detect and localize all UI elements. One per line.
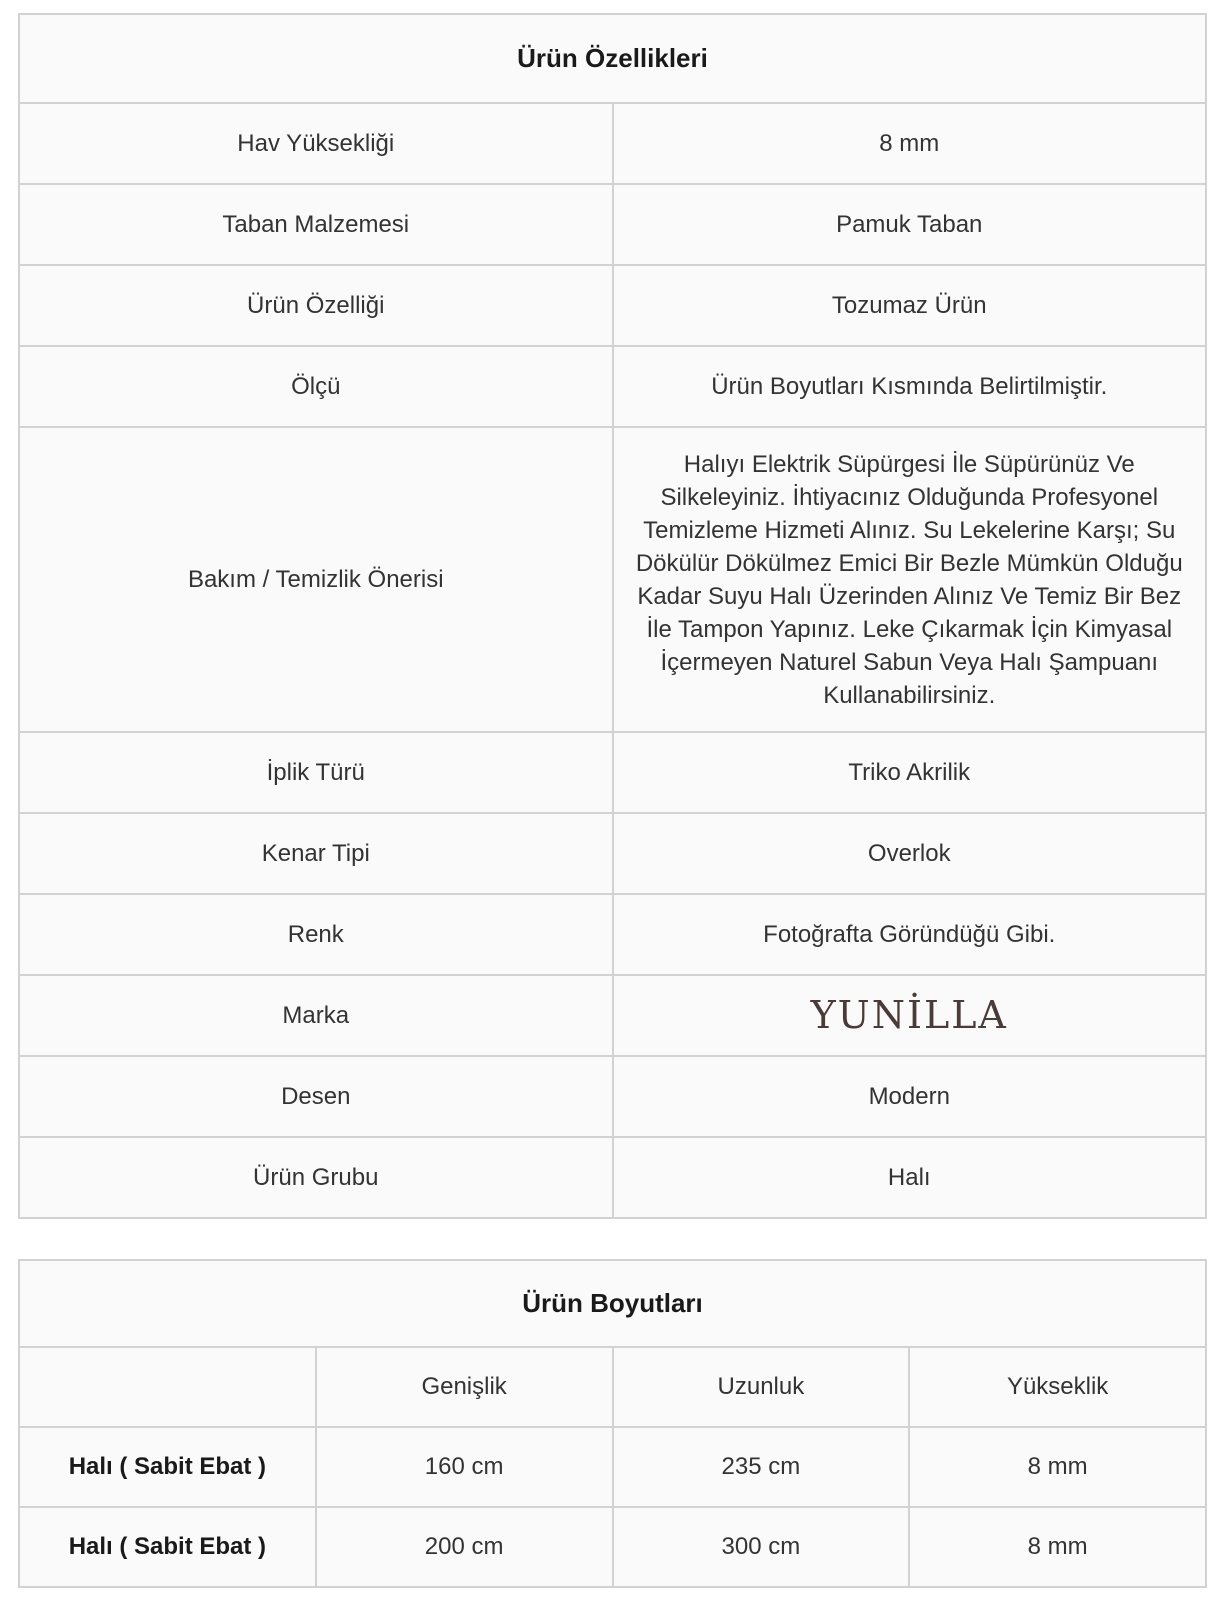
feature-value: Halı: [613, 1137, 1207, 1218]
brand-value: [613, 975, 1207, 1056]
features-title: Ürün Özellikleri: [19, 14, 1206, 103]
table-row: [19, 1137, 1206, 1218]
table-row: [19, 813, 1206, 894]
feature-label: Ölçü: [19, 346, 613, 427]
column-header-width: Genişlik: [316, 1347, 613, 1427]
feature-value: Overlok: [613, 813, 1207, 894]
feature-label: Desen: [19, 1056, 613, 1137]
feature-label: Renk: [19, 894, 613, 975]
product-sizes-table: [18, 1259, 1207, 1588]
feature-value: Pamuk Taban: [613, 184, 1207, 265]
table-row: [19, 346, 1206, 427]
feature-label: Kenar Tipi: [19, 813, 613, 894]
size-height: 8 mm: [909, 1507, 1206, 1587]
product-features-table: [18, 13, 1207, 1219]
sizes-header-row: [19, 1347, 1206, 1427]
feature-value: Ürün Boyutları Kısmında Belirtilmiştir.: [613, 346, 1207, 427]
column-header-length: Uzunluk: [613, 1347, 910, 1427]
size-row-label: Halı ( Sabit Ebat ): [19, 1427, 316, 1507]
table-row: [19, 427, 1206, 732]
brand-logo: YUNİLLA: [810, 993, 1008, 1037]
feature-label: Taban Malzemesi: [19, 184, 613, 265]
size-length: 235 cm: [613, 1427, 910, 1507]
feature-label: İplik Türü: [19, 732, 613, 813]
table-row: [19, 265, 1206, 346]
feature-value: Halıyı Elektrik Süpürgesi İle Süpürünüz Ve Silkeleyiniz. İhtiyacınız Olduğunda Profesyonel Temizleme Hizmeti Alınız. Su Lekelerine Karşı; Su Dökülür Dökülmez Emici Bir Bezle Mümkün Olduğu Kadar Suyu Halı Üzerinden Alınız Ve Temiz Bir Bez İle Tampon Yapınız. Leke Çıkarmak İçin Kimyasal İçermeyen Naturel Sabun Veya Halı Şampuanı Kullanabilirsiniz.: [613, 427, 1207, 732]
size-width: 200 cm: [316, 1507, 613, 1587]
feature-label: Hav Yüksekliği: [19, 103, 613, 184]
table-row: [19, 975, 1206, 1056]
feature-value: Modern: [613, 1056, 1207, 1137]
features-title-row: [19, 14, 1206, 103]
feature-label: Ürün Grubu: [19, 1137, 613, 1218]
size-height: 8 mm: [909, 1427, 1206, 1507]
sizes-title-row: [19, 1260, 1206, 1347]
table-row: [19, 894, 1206, 975]
column-header-height: Yükseklik: [909, 1347, 1206, 1427]
table-row: [19, 103, 1206, 184]
size-row-label: Halı ( Sabit Ebat ): [19, 1507, 316, 1587]
feature-label: Marka: [19, 975, 613, 1056]
table-row: [19, 732, 1206, 813]
table-row: [19, 184, 1206, 265]
size-length: 300 cm: [613, 1507, 910, 1587]
feature-label: Ürün Özelliği: [19, 265, 613, 346]
feature-value: Triko Akrilik: [613, 732, 1207, 813]
sizes-title: Ürün Boyutları: [19, 1260, 1206, 1347]
table-row: [19, 1056, 1206, 1137]
size-width: 160 cm: [316, 1427, 613, 1507]
table-row: [19, 1507, 1206, 1587]
table-row: [19, 1427, 1206, 1507]
feature-value: Tozumaz Ürün: [613, 265, 1207, 346]
feature-label: Bakım / Temizlik Önerisi: [19, 427, 613, 732]
feature-value: Fotoğrafta Göründüğü Gibi.: [613, 894, 1207, 975]
column-header-empty: [19, 1347, 316, 1427]
feature-value: 8 mm: [613, 103, 1207, 184]
